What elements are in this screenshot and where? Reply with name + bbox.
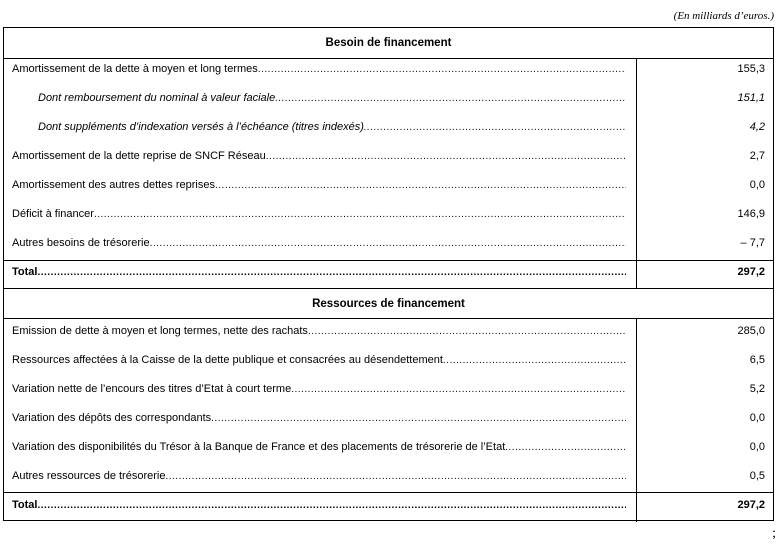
- row-label: Autres besoins de trésorerie .....: [12, 237, 626, 250]
- table-row: [4, 467, 773, 487]
- row-label: Amortissement des autres dettes reprises .....: [12, 179, 626, 192]
- row-value: 285,0: [737, 325, 765, 337]
- financing-table: [3, 27, 774, 521]
- table-row: [4, 118, 773, 138]
- row-label: Variation nette de l’encours des titres d’Etat à court terme .....: [12, 383, 626, 396]
- row-value: 151,1: [737, 92, 765, 104]
- row-value: – 7,7: [740, 237, 765, 249]
- divider: [4, 318, 773, 319]
- table-row: [4, 89, 773, 109]
- divider: [4, 58, 773, 59]
- unit-note: (En milliards d’euros.): [673, 10, 774, 22]
- trailing-semicolon: ;: [772, 526, 776, 541]
- row-label: Déficit à financer .....: [12, 208, 626, 221]
- besoin-title: Besoin de financement: [325, 37, 452, 49]
- row-label: Variation des disponibilités du Trésor à la Banque de France et des placements de trésorerie de l’Etat .....: [12, 441, 626, 454]
- row-label: Dont suppléments d’indexation versés à l’échéance (titres indexés) .....: [38, 121, 626, 134]
- divider: [4, 492, 773, 493]
- table-row: [4, 176, 773, 196]
- table-row: [4, 60, 773, 80]
- table-row: [4, 147, 773, 167]
- row-value: 146,9: [737, 208, 765, 220]
- row-value: 0,0: [749, 412, 765, 424]
- row-value: 2,7: [749, 150, 765, 162]
- row-value: 0,0: [749, 179, 765, 191]
- total-row: [4, 263, 773, 283]
- row-value: 155,3: [737, 63, 765, 75]
- total-row: [4, 496, 773, 516]
- divider: [4, 288, 773, 289]
- total-value: 297,2: [737, 499, 765, 511]
- table-row: [4, 205, 773, 225]
- row-label: Amortissement de la dette reprise de SNCF Réseau .....: [12, 150, 626, 163]
- row-label: Autres ressources de trésorerie .....: [12, 470, 626, 483]
- row-label: Ressources affectées à la Caisse de la dette publique et consacrées au désendettement .....: [12, 354, 626, 367]
- row-label: Amortissement de la dette à moyen et long termes .....: [12, 63, 626, 76]
- table-row: [4, 351, 773, 371]
- table-row: [4, 322, 773, 342]
- total-label: Total .....: [12, 266, 626, 279]
- ressources-title: Ressources de financement: [312, 298, 465, 310]
- row-label: Dont remboursement du nominal à valeur faciale .....: [38, 92, 626, 105]
- table-row: [4, 234, 773, 254]
- table-row: [4, 409, 773, 429]
- total-label: Total .....: [12, 499, 626, 512]
- row-label: Variation des dépôts des correspondants .....: [12, 412, 626, 425]
- table-row: [4, 380, 773, 400]
- total-value: 297,2: [737, 266, 765, 278]
- row-value: 4,2: [749, 121, 765, 133]
- row-value: 0,0: [749, 441, 765, 453]
- row-value: 6,5: [749, 354, 765, 366]
- row-label: Emission de dette à moyen et long termes, nette des rachats .....: [12, 325, 626, 338]
- row-value: 5,2: [749, 383, 765, 395]
- table-row: [4, 438, 773, 458]
- row-value: 0,5: [749, 470, 765, 482]
- divider: [4, 260, 773, 261]
